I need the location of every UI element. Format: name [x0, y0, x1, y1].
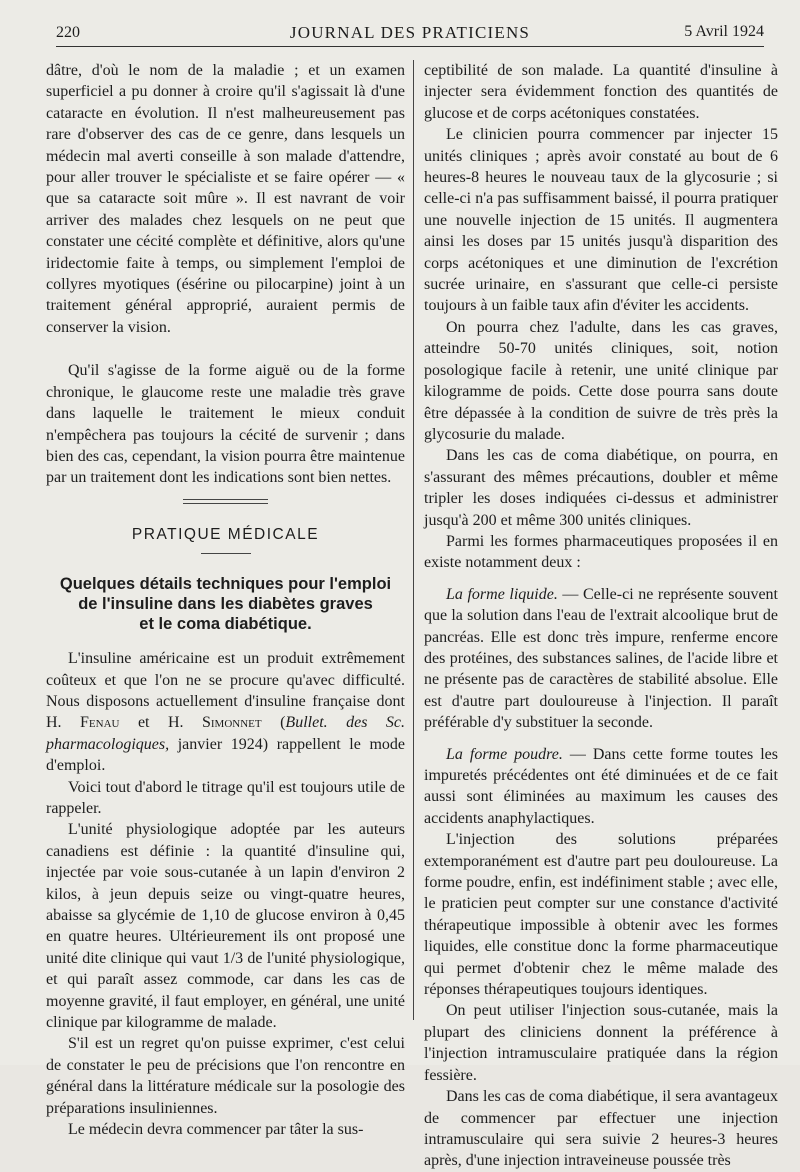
paragraph: Dans les cas de coma diabétique, on pourra, en s'assurant des mêmes précautions, doubler et même tripler les doses indiquées ci-dessus et administrer jusqu'à 200 et même 300 unités cliniques.: [424, 447, 778, 529]
paragraph: Le médecin devra commencer par tâter la sus-: [68, 1121, 364, 1139]
journal-title: JOURNAL DES PRATICIENS: [289, 23, 531, 42]
paragraph: La forme poudre. — Dans cette forme toutes les impuretés précédentes ont été diminuées et de ce fait aussi sont éliminées au maximum les causes des accidents anaphylactiques.: [424, 745, 778, 827]
page-header: [56, 20, 764, 47]
paragraph: L'unité physiologique adoptée par les auteurs canadiens est définie : la quantité d'insuline qui, injectée par voie sous-cutanée à un lapin d'environ 2 kilos, à jeun depuis seize ou vingt-quatre heures, abaisse sa glycémie de 1,10 de glucose environ à 0,45 en quatre heures. Ultérieurement ils ont proposé une unité dite clinique qui vaut 1/3 de l'unité physiologique, et qui paraît assez commode, car dans les cas de moyenne gravité, il faut employer, en général, une unité clinique par kilogramme de malade.: [46, 821, 405, 1032]
subheading: La forme poudre.: [446, 745, 563, 763]
issue-date: 5 Avril 1924: [684, 23, 764, 40]
paragraph: On pourra chez l'adulte, dans les cas graves, atteindre 50-70 unités cliniques, soit, notion posologique facile à retenir, une unité clinique par kilogramme de poids. Cette dose pourra sans doute être dépassée à la condition de suivre de très près la glycosurie du malade.: [424, 318, 778, 443]
article-title: [46, 574, 405, 634]
subheading: La forme liquide.: [446, 585, 558, 603]
paragraph: Dans les cas de coma diabétique, il sera avantageux de commencer par effectuer une injection intramusculaire qui sera suivie 2 heures-3 heures après, d'une injection intraveineuse poussée très: [424, 1088, 778, 1170]
reference-title: Bullet. des Sc. pharmacologiques,: [46, 714, 405, 753]
paragraph: dâtre, d'où le nom de la maladie ; et un examen superficiel a pu donner à croire qu'il s'agissait là d'une cataracte en évolution. Il n'est malheureusement pas rare d'observer des cas de ce genre, dans lesquels un médecin mal averti conseille à son malade d'attendre, pour aller trouver le spécialiste et se faire opérer — « que sa cataracte soit mûre ». Il est navrant de voir arriver des malades chez lesquels on ne peut que constater une cécité complète et définitive, alors qu'une iridectomie faite à temps, ou simplement l'emploi de collyres myotiques (ésérine ou pilocarpine) joint à un traitement général approprié, auraient permis de conserver la vision.: [46, 62, 405, 336]
paragraph: Le clinicien pourra commencer par injecter 15 unités cliniques ; après avoir constaté au bout de 6 heures-8 heures le nouveau taux de la glycosurie ; si celle-ci n'a pas suffisamment baissé, il pourra pratiquer une nouvelle injection de 15 unités. Il augmentera ainsi les doses par 15 unités jusqu'à disparition des corps acétoniques et une diminution de l'excrétion sucrée urinaire, en s'assurant que celle-ci persiste toujours à un faible taux afin d'éviter les accidents.: [424, 126, 778, 315]
paragraph: La forme liquide. — Celle-ci ne représente souvent que la solution dans l'eau de l'extrait alcoolique brut de pancréas. Elle est donc très impure, renferme encore des protéines, des substances salines, de l'acide libre et ne présente pas de caractères de stabilité absolue. Elle est d'autre part douloureuse à l'injection. Il paraît préférable d'y substituer la seconde.: [424, 585, 779, 732]
paragraph: Qu'il s'agisse de la forme aiguë ou de la forme chronique, le glaucome reste une maladie très grave dans laquelle le traitement le mieux conduit n'empêchera pas toujours la cécité de survenir ; dans bien des cas, cependant, la vision pourra être maintenue par un traitement dont les indications sont bien nettes.: [46, 362, 405, 487]
paragraph: S'il est un regret qu'on puisse exprimer, c'est celui de constater le peu de précisions que l'on rencontre en général dans la littérature médicale sur la posologie des préparations insuliniennes.: [46, 1035, 405, 1117]
paragraph: ceptibilité de son malade. La quantité d'insuline à injecter sera évidemment fonction des quantités de glucose et de corps acétoniques constatées.: [424, 62, 778, 122]
author-name: Fenau: [80, 714, 120, 732]
paragraph: L'injection des solutions préparées extemporanément est d'autre part peu douloureuse. La forme poudre, enfin, est indéfiniment stable ; avec elle, le praticien peut compter sur une constance d'activité thérapeutique impossible à obtenir avec les formes liquides, elle constitue donc la forme pharmaceutique qui permet d'obtenir chez le même malade des réponses thérapeutiques toujours identiques.: [424, 831, 778, 999]
article-title-line: de l'insuline dans les diabètes graves: [78, 595, 373, 614]
paragraph: On peut utiliser l'injection sous-cutanée, mais la plupart des cliniciens donnent la préférence à l'injection intramusculaire pratiquée dans la région fessière.: [424, 1002, 778, 1084]
left-column: [46, 60, 405, 1139]
section-title: PRATIQUE MÉDICALE: [131, 525, 320, 543]
paragraph: L'insuline américaine est un produit extrêmement coûteux et que l'on ne se procure qu'avec difficulté. Nous disposons actuellement d'insuline française dont H. Fenau et H. Simonnet (Bullet. des Sc. pharmacologiques, janvier 1924) rappellent le mode d'emploi.: [46, 650, 405, 775]
section-divider: [183, 499, 268, 504]
paragraph: Parmi les formes pharmaceutiques proposées il en existe notamment deux :: [424, 532, 778, 572]
article-title-line: Quelques détails techniques pour l'emploi: [59, 575, 392, 594]
article-title-line: et le coma diabétique.: [139, 615, 312, 634]
title-rule: [201, 553, 251, 554]
right-column: [424, 60, 779, 1170]
column-divider: [413, 60, 414, 1020]
page-number: 220: [56, 24, 80, 41]
author-name: Simonnet: [202, 714, 262, 732]
paragraph: Voici tout d'abord le titrage qu'il est toujours utile de rappeler.: [46, 778, 405, 817]
